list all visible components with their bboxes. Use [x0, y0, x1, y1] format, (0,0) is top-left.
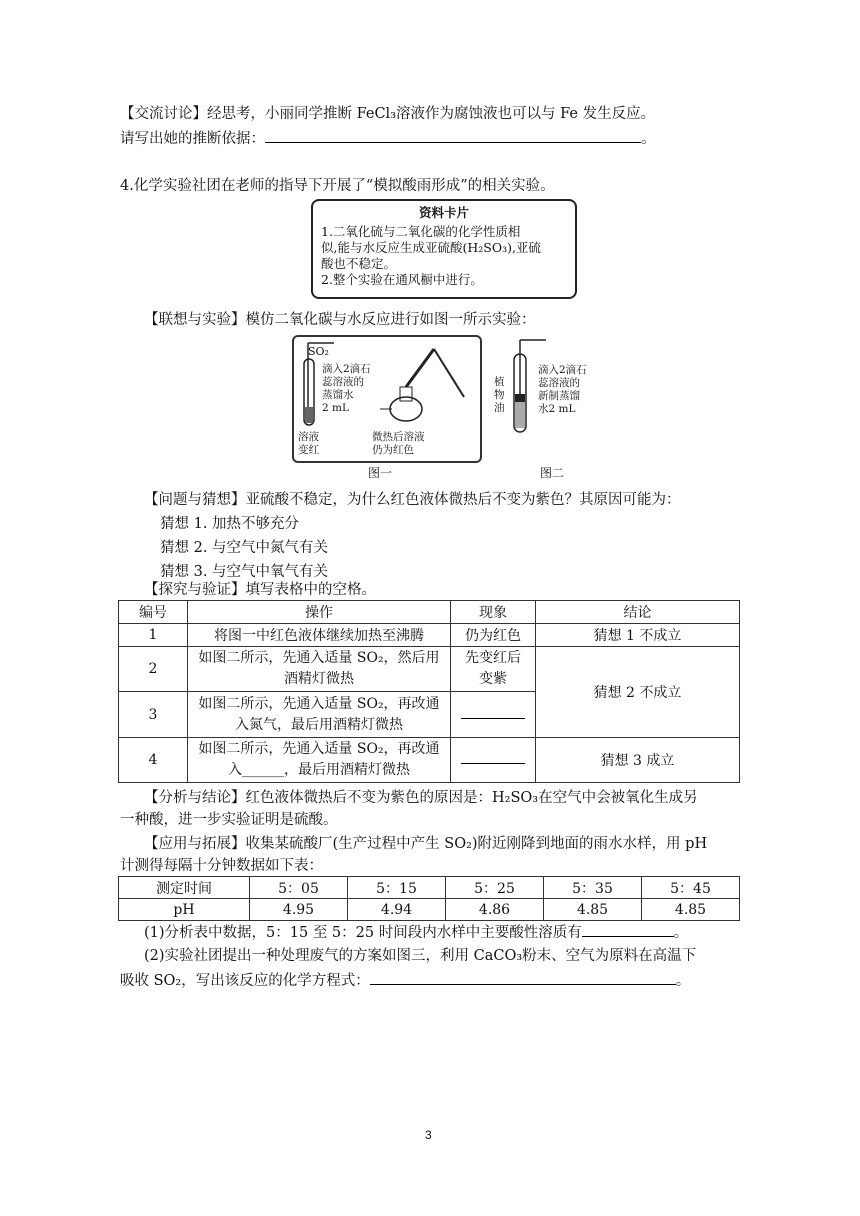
- oil-label: 植 物 油: [494, 376, 505, 414]
- table-row: 4 如图二所示，先通入适量 SO₂，再改通 入______，最后用酒精灯微热 猜想 3 成立: [119, 738, 740, 783]
- guess-2: 猜想 2. 与空气中氮气有关: [160, 540, 329, 556]
- card-title: 资料卡片: [418, 205, 469, 220]
- table-header: 结论: [536, 601, 740, 624]
- basis-line: 请写出她的推断依据： 。: [120, 128, 656, 149]
- ph-table: 测定时间 5：05 5：15 5：25 5：35 5：45 pH 4.95 4.94 4.86 4.85 4.85: [118, 876, 740, 921]
- time-label: 测定时间: [119, 877, 250, 899]
- fenxi-line-2: 一种酸，进一步实验证明是硫酸。: [120, 812, 338, 828]
- question-4: 4.化学实验社团在老师的指导下开展了“模拟酸雨形成”的相关实验。: [120, 178, 555, 194]
- info-card: [311, 199, 577, 299]
- fig1-result-2: 微热后溶液 仍为红色: [372, 431, 425, 456]
- table-cell: 如图二所示，先通入适量 SO₂，然后用 酒精灯微热: [188, 647, 451, 692]
- answer-blank[interactable]: [582, 922, 674, 937]
- question-2b: 吸收 SO₂，写出该反应的化学方程式： 。: [120, 970, 690, 991]
- table-header: 编号: [119, 601, 188, 624]
- wenti-line: 【问题与猜想】亚硫酸不稳定，为什么红色液体微热后不变为紫色？其原因可能为：: [144, 492, 681, 508]
- card-line: 似,能与水反应生成亚硫酸(H₂SO₃),亚硫: [321, 240, 541, 255]
- table-cell: 如图二所示，先通入适量 SO₂，再改通 入氮气，最后用酒精灯微热: [188, 692, 451, 738]
- fenxi-line-1: 【分析与结论】红色液体微热后不变为紫色的原因是：H₂SO₃在空气中会被氧化生成另: [144, 790, 698, 806]
- page-number: 3: [425, 1128, 432, 1142]
- yingyong-line-2: 计测得每隔十分钟数据如下表：: [120, 858, 323, 874]
- phenomenon-blank[interactable]: [461, 708, 525, 719]
- table-row: 3 如图二所示，先通入适量 SO₂，再改通 入氮气，最后用酒精灯微热: [119, 692, 740, 738]
- answer-blank[interactable]: [370, 970, 676, 985]
- table-header: 现象: [451, 601, 536, 624]
- figure-2: [490, 336, 590, 436]
- phenomenon-blank[interactable]: [461, 753, 525, 764]
- fig2-note: 滴入2滴石 蕊溶液的 新制蒸馏 水2 mL: [538, 364, 587, 415]
- table-header: 操作: [188, 601, 451, 624]
- experiment-table: [118, 600, 740, 783]
- fig1-result-1: 溶液 变红: [298, 431, 319, 456]
- figure-1: [292, 335, 482, 463]
- answer-blank[interactable]: [265, 128, 641, 143]
- fig1-note: 滴入2滴石 蕊溶液的 蒸馏水 2 mL: [322, 363, 371, 414]
- so2-label: SO₂: [308, 345, 329, 358]
- figure-1-caption: 图一: [368, 466, 393, 480]
- figure-2-caption: 图二: [540, 466, 565, 480]
- card-line: 1.二氧化硫与二氧化碳的化学性质相: [321, 224, 521, 239]
- yingyong-line-1: 【应用与拓展】收集某硫酸厂(生产过程中产生 SO₂)附近刚降到地面的雨水水样，用 pH: [144, 836, 708, 852]
- table-cell: 如图二所示，先通入适量 SO₂，再改通 入______，最后用酒精灯微热: [188, 738, 451, 783]
- table-cell: 先变红后 变紫: [451, 647, 536, 692]
- card-line: 酸也不稳定。: [321, 256, 397, 271]
- table-row: 1 将图一中红色液体继续加热至沸腾 仍为红色 猜想 1 不成立: [119, 624, 740, 647]
- discussion-line: 【交流讨论】经思考，小丽同学推断 FeCl₃溶液作为腐蚀液也可以与 Fe 发生反应。: [120, 106, 656, 122]
- card-line: 2.整个实验在通风橱中进行。: [321, 272, 483, 287]
- tanjiu-line: 【探究与验证】填写表格中的空格。: [144, 582, 376, 598]
- lianxiang-line: 【联想与实验】模仿二氧化碳与水反应进行如图一所示实验：: [144, 312, 536, 328]
- ph-label: pH: [119, 899, 250, 921]
- table-row: 2 如图二所示，先通入适量 SO₂，然后用 酒精灯微热 先变红后 变紫 猜想 2 不成立: [119, 647, 740, 692]
- question-1: (1)分析表中数据，5：15 至 5：25 时间段内水样中主要酸性溶质有 。: [144, 922, 688, 943]
- question-2a: (2)实验社团提出一种处理废气的方案如图三，利用 CaCO₃粉末、空气为原料在高温下: [144, 948, 697, 964]
- guess-1: 猜想 1. 加热不够充分: [160, 516, 300, 532]
- guess-3: 猜想 3. 与空气中氧气有关: [160, 564, 329, 580]
